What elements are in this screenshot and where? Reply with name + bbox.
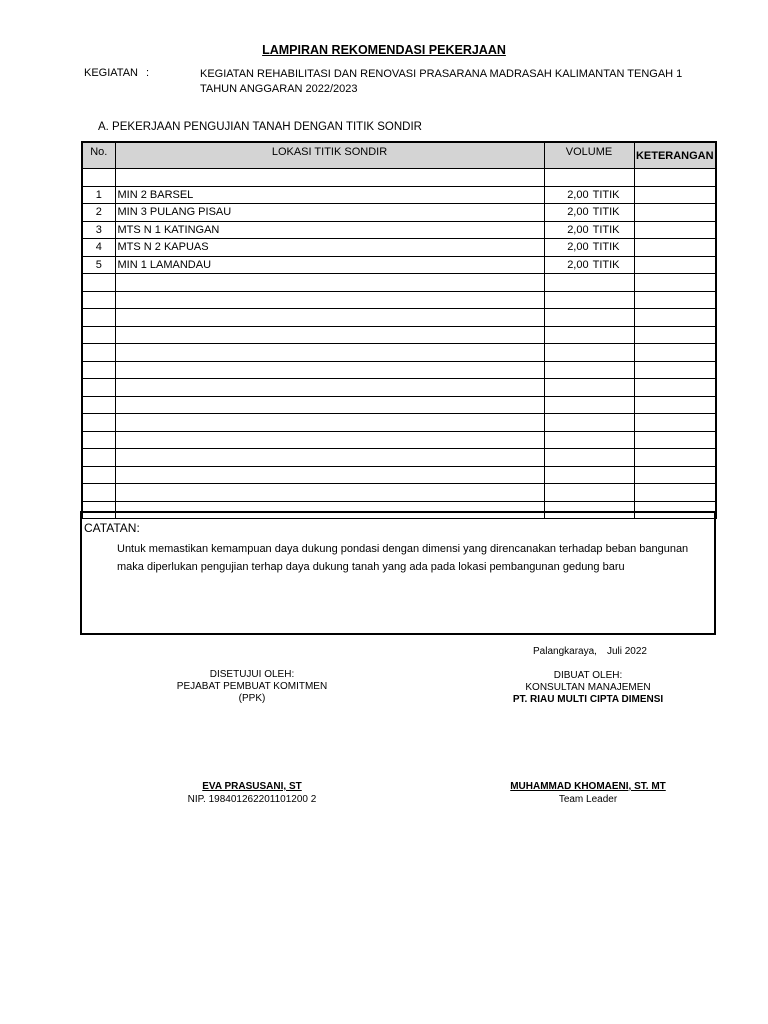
table-cell-empty: [634, 361, 716, 379]
table-cell-empty: [115, 379, 544, 397]
volume-unit: TITIK: [592, 206, 620, 219]
table-cell-empty: [634, 449, 716, 467]
section-title: A. PEKERJAAN PENGUJIAN TANAH DENGAN TITIK SONDIR: [98, 121, 422, 133]
table-cell-empty: [82, 361, 115, 379]
row-no: 2: [82, 204, 115, 222]
row-volume: [544, 256, 634, 274]
row-no: 4: [82, 239, 115, 257]
table-cell-empty: [544, 309, 634, 327]
creator-role: Team Leader: [558, 794, 618, 805]
table-cell-empty: [115, 466, 544, 484]
kegiatan-label: KEGIATAN: [84, 67, 138, 79]
kegiatan-text: KEGIATAN REHABILITASI DAN RENOVASI PRASARANA MADRASAH KALIMANTAN TENGAH 1 TAHUN ANGGARAN 2022/2023: [200, 68, 683, 95]
table-row: [82, 221, 716, 239]
row-lokasi: MIN 2 BARSEL: [115, 186, 544, 204]
row-no: 5: [82, 256, 115, 274]
table-cell-empty: [82, 344, 115, 362]
approver-block: [152, 669, 352, 705]
table-cell-empty: [544, 431, 634, 449]
table-cell-empty: [115, 291, 544, 309]
table-cell-empty: [115, 309, 544, 327]
table-body: [82, 169, 716, 519]
row-no: 1: [82, 186, 115, 204]
table-cell-empty: [115, 484, 544, 502]
table-cell-empty: [544, 466, 634, 484]
approver-line-1: DISETUJUI OLEH:: [209, 669, 295, 680]
row-volume: [544, 221, 634, 239]
table-cell-empty: [544, 344, 634, 362]
volume-unit: TITIK: [592, 258, 620, 271]
table-row-empty: [82, 361, 716, 379]
table-cell-empty: [82, 291, 115, 309]
notes-box: [80, 511, 716, 635]
table-cell-empty: [634, 484, 716, 502]
table-cell-empty: [82, 379, 115, 397]
table-header-row: [82, 142, 716, 169]
table-cell-empty: [544, 326, 634, 344]
table-cell-empty: [82, 414, 115, 432]
table-cell-empty: [82, 326, 115, 344]
table-cell-empty: [82, 396, 115, 414]
row-lokasi: MTS N 1 KATINGAN: [115, 221, 544, 239]
table-cell-empty: [115, 361, 544, 379]
volume-unit: TITIK: [592, 223, 620, 236]
approver-line-3: (PPK): [238, 693, 266, 704]
table-row-empty: [82, 379, 716, 397]
creator-line-3: PT. RIAU MULTI CIPTA DIMENSI: [512, 694, 664, 705]
table-cell-empty: [82, 449, 115, 467]
table-row-empty: [82, 326, 716, 344]
approver-signature: [152, 780, 352, 806]
table-cell-empty: [634, 344, 716, 362]
table-cell-empty: [82, 274, 115, 292]
row-keterangan: [634, 186, 716, 204]
table-cell-empty: [634, 396, 716, 414]
row-volume: [544, 204, 634, 222]
row-keterangan: [634, 256, 716, 274]
date-text: Juli 2022: [606, 646, 647, 657]
table-cell-empty: [634, 414, 716, 432]
table-cell-empty: [115, 449, 544, 467]
table-cell-empty: [634, 431, 716, 449]
table-cell-empty: [115, 431, 544, 449]
table-cell-empty: [544, 291, 634, 309]
volume-unit: TITIK: [592, 188, 620, 201]
table-cell-empty: [544, 484, 634, 502]
place-date: [533, 646, 647, 657]
sondir-table: [81, 141, 717, 519]
notes-label: CATATAN:: [84, 521, 140, 535]
table-cell-empty: [82, 169, 115, 187]
table-cell-empty: [634, 326, 716, 344]
table-row: [82, 204, 716, 222]
table-row-empty: [82, 291, 716, 309]
table-row-empty: [82, 169, 716, 187]
table-cell-empty: [82, 431, 115, 449]
table-row-empty: [82, 309, 716, 327]
creator-name: MUHAMMAD KHOMAENI, ST. MT: [510, 781, 666, 792]
table-cell-empty: [544, 169, 634, 187]
table-cell-empty: [544, 379, 634, 397]
row-lokasi: MIN 3 PULANG PISAU: [115, 204, 544, 222]
row-volume: [544, 239, 634, 257]
table-row-empty: [82, 431, 716, 449]
table-row-empty: [82, 274, 716, 292]
table-row: [82, 186, 716, 204]
approver-nip: NIP. 198401262201101200 2: [187, 794, 317, 805]
row-keterangan: [634, 204, 716, 222]
table-cell-empty: [115, 396, 544, 414]
notes-line-1: Untuk memastikan kemampuan daya dukung pondasi dengan dimensi yang direncanakan terhadap beban bangunan: [117, 543, 689, 555]
table-cell-empty: [82, 309, 115, 327]
kegiatan-colon: :: [146, 67, 150, 79]
table-row-empty: [82, 414, 716, 432]
table-row: [82, 256, 716, 274]
header-lokasi: LOKASI TITIK SONDIR: [115, 142, 544, 169]
creator-block: [488, 670, 688, 706]
volume-value: 2,00: [567, 223, 589, 236]
row-lokasi: MIN 1 LAMANDAU: [115, 256, 544, 274]
table-cell-empty: [544, 396, 634, 414]
table-cell-empty: [544, 274, 634, 292]
table-cell-empty: [115, 344, 544, 362]
table-cell-empty: [634, 379, 716, 397]
table-row: [82, 239, 716, 257]
volume-value: 2,00: [567, 258, 589, 271]
table-row-empty: [82, 344, 716, 362]
table-row-empty: [82, 449, 716, 467]
table-cell-empty: [634, 309, 716, 327]
table-row-empty: [82, 466, 716, 484]
volume-value: 2,00: [567, 241, 589, 254]
table-cell-empty: [115, 274, 544, 292]
table-cell-empty: [634, 466, 716, 484]
creator-signature: [488, 780, 688, 806]
header-volume: VOLUME: [544, 142, 634, 169]
table-cell-empty: [544, 361, 634, 379]
volume-value: 2,00: [567, 206, 589, 219]
table-cell-empty: [82, 466, 115, 484]
table-cell-empty: [544, 449, 634, 467]
table-cell-empty: [634, 169, 716, 187]
table-cell-empty: [115, 169, 544, 187]
header-no: No.: [82, 142, 115, 169]
approver-line-2: PEJABAT PEMBUAT KOMITMEN: [176, 681, 328, 692]
row-volume: [544, 186, 634, 204]
volume-unit: TITIK: [592, 241, 620, 254]
creator-line-2: KONSULTAN MANAJEMEN: [525, 682, 651, 693]
row-keterangan: [634, 239, 716, 257]
place-text: Palangkaraya,: [533, 646, 597, 657]
table-cell-empty: [634, 274, 716, 292]
table-row-empty: [82, 396, 716, 414]
table-cell-empty: [82, 484, 115, 502]
table-cell-empty: [544, 414, 634, 432]
creator-line-1: DIBUAT OLEH:: [553, 670, 623, 681]
row-lokasi: MTS N 2 KAPUAS: [115, 239, 544, 257]
volume-value: 2,00: [567, 188, 589, 201]
approver-name: EVA PRASUSANI, ST: [202, 781, 302, 792]
header-keterangan: KETERANGAN: [634, 142, 716, 169]
table-row-empty: [82, 484, 716, 502]
table-cell-empty: [634, 291, 716, 309]
document-title: LAMPIRAN REKOMENDASI PEKERJAAN: [262, 43, 506, 57]
notes-line-2: maka diperlukan pengujian terhap daya dukung tanah yang ada pada lokasi pembangunan gedung baru: [117, 561, 625, 573]
row-no: 3: [82, 221, 115, 239]
table-cell-empty: [115, 414, 544, 432]
row-keterangan: [634, 221, 716, 239]
table-cell-empty: [115, 326, 544, 344]
